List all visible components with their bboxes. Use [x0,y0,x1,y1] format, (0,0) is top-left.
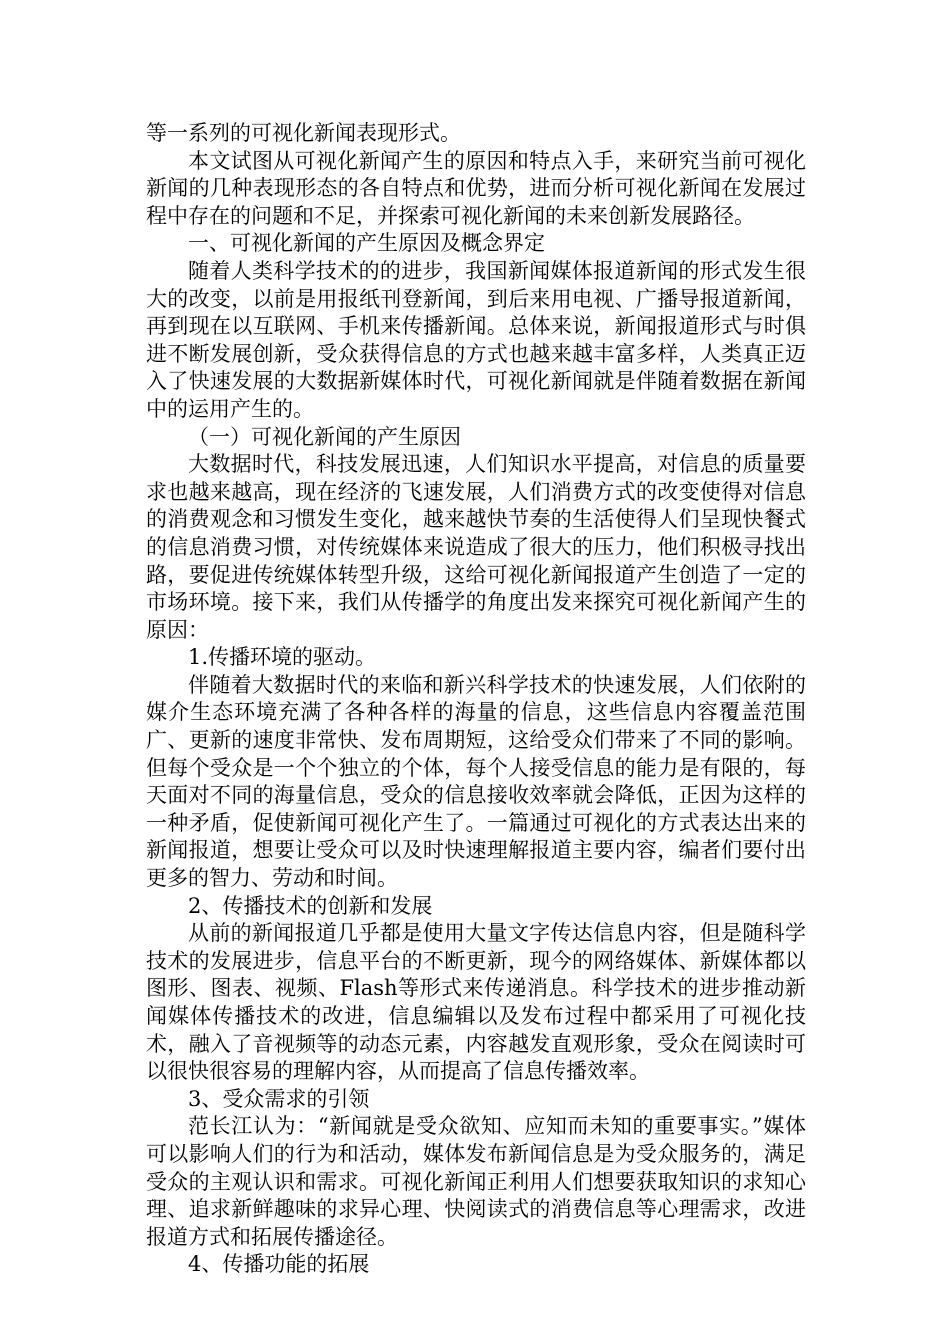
body-paragraph: 范长江认为：“新闻就是受众欲知、应知而未知的重要事实。”媒体可以影响人们的行为和活动，媒体发布新闻信息是为受众服务的，满足受众的主观认识和需求。可视化新闻正利用人们想要获取知识的求知心理、追求新鲜趣味的求异心理、快阅读式的消费信息等心理需求，改进报道方式和拓展传播途径。 [146,1114,806,1249]
section-heading-1: 一、可视化新闻的产生原因及概念界定 [188,231,545,256]
subsection-heading-1: （一）可视化新闻的产生原因 [188,424,461,449]
body-paragraph: 随着人类科学技术的的进步，我国新闻媒体报道新闻的形式发生很大的改变，以前是用报纸刊登新闻，到后来用电视、广播导报道新闻，再到现在以互联网、手机来传播新闻。总体来说，新闻报道形式与时俱进不断发展创新，受众获得信息的方式也越来越丰富多样，人类真正迈入了快速发展的大数据新媒体时代，可视化新闻就是伴随着数据在新闻中的运用产生的。 [146,258,806,421]
point-heading-3: 3、受众需求的引领 [188,1086,370,1111]
body-paragraph: 伴随着大数据时代的来临和新兴科学技术的快速发展，人们依附的媒介生态环境充满了各种各样的海量的信息，这些信息内容覆盖范围广、更新的速度非常快、发布周期短，这给受众们带来了不同的影响。但每个受众是一个个独立的个体，每个人接受信息的能力是有限的，每天面对不同的海量信息，受众的信息接收效率就会降低，正因为这样的一种矛盾，促使新闻可视化产生了。一篇通过可视化的方式表达出来的新闻报道，想要让受众可以及时快速理解报道主要内容，编者们要付出更多的智力、劳动和时间。 [146,672,806,891]
document-page [146,120,806,1279]
body-paragraph-intro: 本文试图从可视化新闻产生的原因和特点入手，来研究当前可视化新闻的几种表现形态的各自特点和优势，进而分析可视化新闻在发展过程中存在的问题和不足，并探索可视化新闻的未来创新发展路径。 [146,148,806,228]
body-paragraph: 从前的新闻报道几乎都是使用大量文字传达信息内容，但是随科学技术的发展进步，信息平台的不断更新，现今的网络媒体、新媒体都以图形、图表、视频、Flash等形式来传递消息。科学技术的进步推动新闻媒体传播技术的改进，信息编辑以及发布过程中都采用了可视化技术，融入了音视频等的动态元素，内容越发直观形象，受众在阅读时可以很快很容易的理解内容，从而提高了信息传播效率。 [146,921,806,1084]
body-paragraph-continuation: 等一系列的可视化新闻表现形式。 [146,121,461,145]
body-paragraph: 大数据时代，科技发展迅速，人们知识水平提高，对信息的质量要求也越来越高，现在经济的飞速发展，人们消费方式的改变使得对信息的消费观念和习惯发生变化，越来越快节奏的生活使得人们呈现快餐式的信息消费习惯，对传统媒体来说造成了很大的压力，他们积极寻找出路，要促进传统媒体转型升级，这给可视化新闻报道产生创造了一定的市场环境。接下来，我们从传播学的角度出发来探究可视化新闻产生的原因： [146,452,806,642]
point-heading-2: 2、传播技术的创新和发展 [188,893,433,918]
point-heading-4: 4、传播功能的拓展 [188,1252,370,1277]
point-heading-1: 1.传播环境的驱动。 [188,645,377,670]
